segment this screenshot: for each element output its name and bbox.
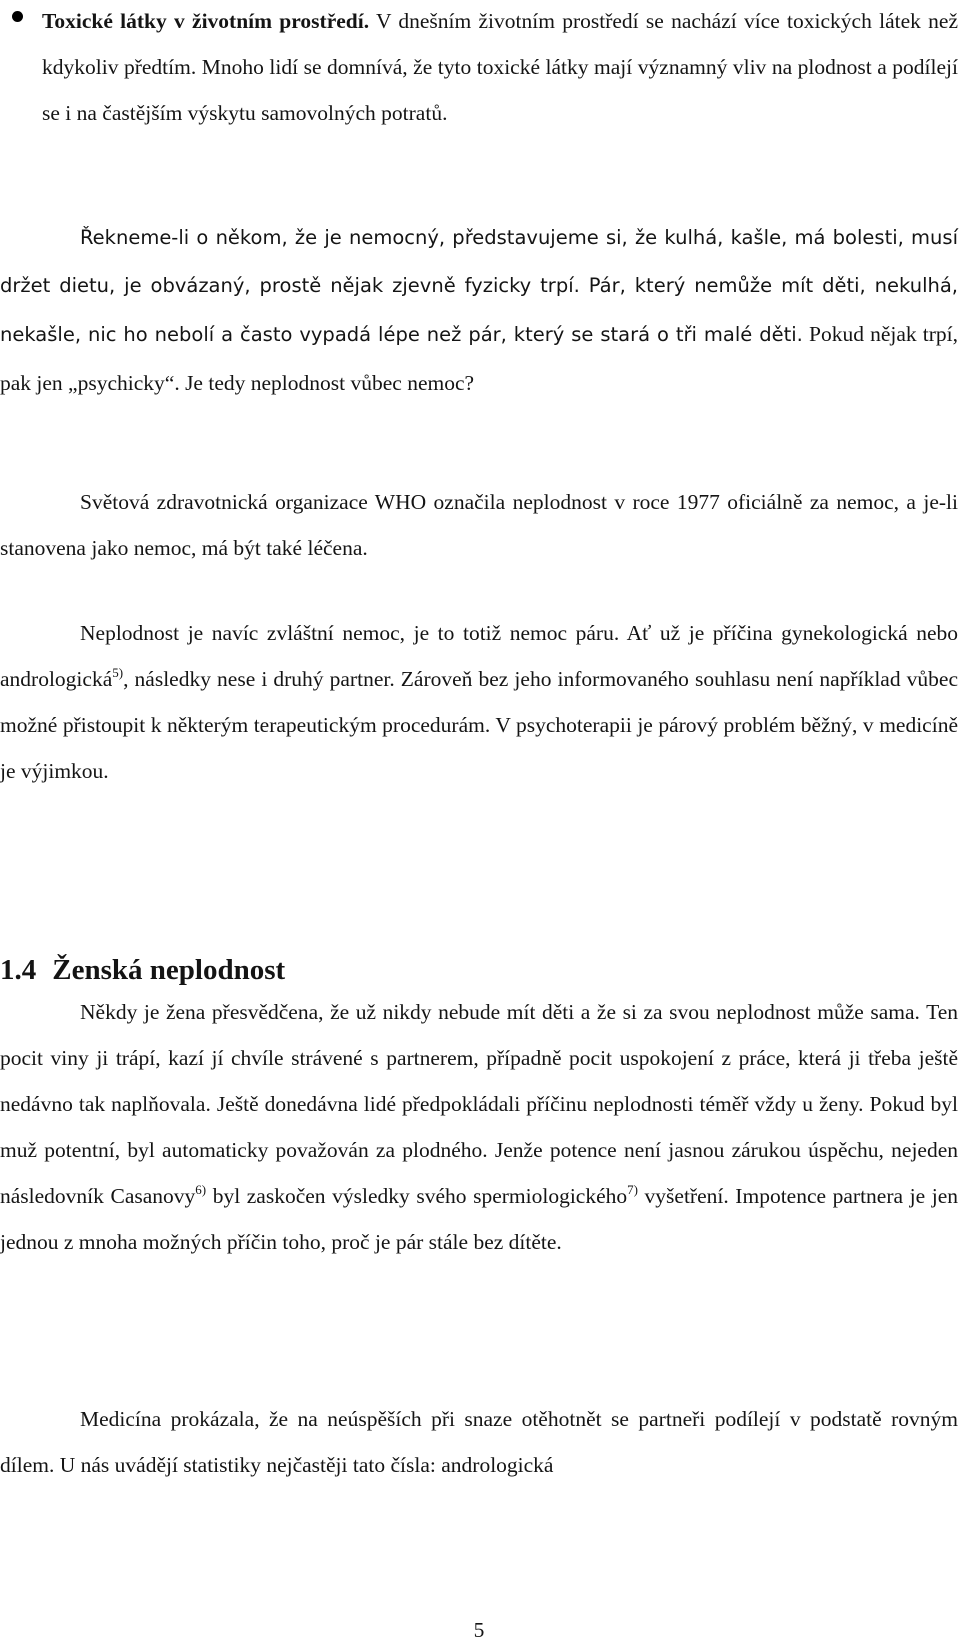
bullet-body: V dnešním životním prostředí se nachází více toxických látek než kdykoliv předtím. Mnoho lidí se domnívá, že tyto toxické látky mají významný vliv na plodnost a podílejí se i na častějším výskytu samovolných potratů. <box>42 9 958 125</box>
paragraph-illness <box>0 214 958 408</box>
footnote-ref-7: 7) <box>627 1182 638 1197</box>
section-number: 1.4 <box>0 954 37 986</box>
bullet-list-item <box>12 0 958 136</box>
paragraph-couple-text-2: , následky nese i druhý partner. Zároveň bez jeho informovaného souhlasu není například vůbec možné přistoupit k některým terapeutickým procedurám. V psychoterapii je párový problém běžný, v medicíně je výjimkou. <box>0 667 958 783</box>
footnote-ref-5: 5) <box>112 665 124 680</box>
paragraph-female-text-2: byl zaskočen výsledky svého spermiologického <box>206 1184 628 1208</box>
paragraph-couple-text-1: Neplodnost je navíc zvláštní nemoc, je to totiž nemoc páru. Ať už je příčina gynekologická nebo andrologická <box>0 621 958 691</box>
section-title: Ženská neplodnost <box>52 954 286 986</box>
page-number: 5 <box>473 1618 485 1642</box>
bullet-text <box>42 0 958 136</box>
paragraph-illness-text: Řekneme-li o někom, že je nemocný, představujeme si, že kulhá, kašle, má bolesti, musí držet dietu, je obvázaný, prostě nějak zjevně fyzicky trpí. Pár, který nemůže mít děti, nekulhá, nekašle, nic ho nebolí a často vypadá lépe než pár, který se stará o tři malé děti. <box>0 226 958 346</box>
paragraph-illness-text-end: Pokud nějak trpí, pak jen „psychicky“. Je tedy neplodnost vůbec nemoc? <box>0 322 958 395</box>
paragraph-statistics: Medicína prokázala, že na neúspěších při snaze otěhotnět se partneři podílejí v podstatě rovným dílem. U nás uvádějí statistiky nejčastěji tato čísla: andrologická <box>0 1407 958 1477</box>
paragraph-female-text-3: vyšetření. Impotence partnera je jen jednou z mnoha možných příčin toho, proč je pár stále bez dítěte. <box>0 1184 958 1254</box>
footnote-ref-6: 6) <box>195 1182 207 1197</box>
paragraph-who: Světová zdravotnická organizace WHO označila neplodnost v roce 1977 oficiálně za nemoc, a je-li stanovena jako nemoc, má být také léčena. <box>0 490 958 560</box>
paragraph-female-text-1: Někdy je žena přesvědčena, že už nikdy nebude mít děti a že si za svou neplodnost může sama. Ten pocit viny ji trápí, kazí jí chvíle strávené s partnerem, případně pocit uspokojení z práce, která ji třeba ještě nedávno tak naplňovala. Ještě donedávna lidé předpokládali příčinu neplodnosti téměř vždy u ženy. Pokud byl muž potentní, byl automaticky považován za plodného. Jenže potence není jasnou zárukou úspěchu, nejeden následovník Casanovy <box>0 1000 958 1208</box>
paragraph-couple-disease <box>0 610 958 794</box>
paragraph-female-infertility <box>0 989 958 1265</box>
bullet-icon <box>12 11 23 22</box>
section-heading <box>0 954 285 987</box>
bullet-title: Toxické látky v životním prostředí. <box>42 9 370 33</box>
